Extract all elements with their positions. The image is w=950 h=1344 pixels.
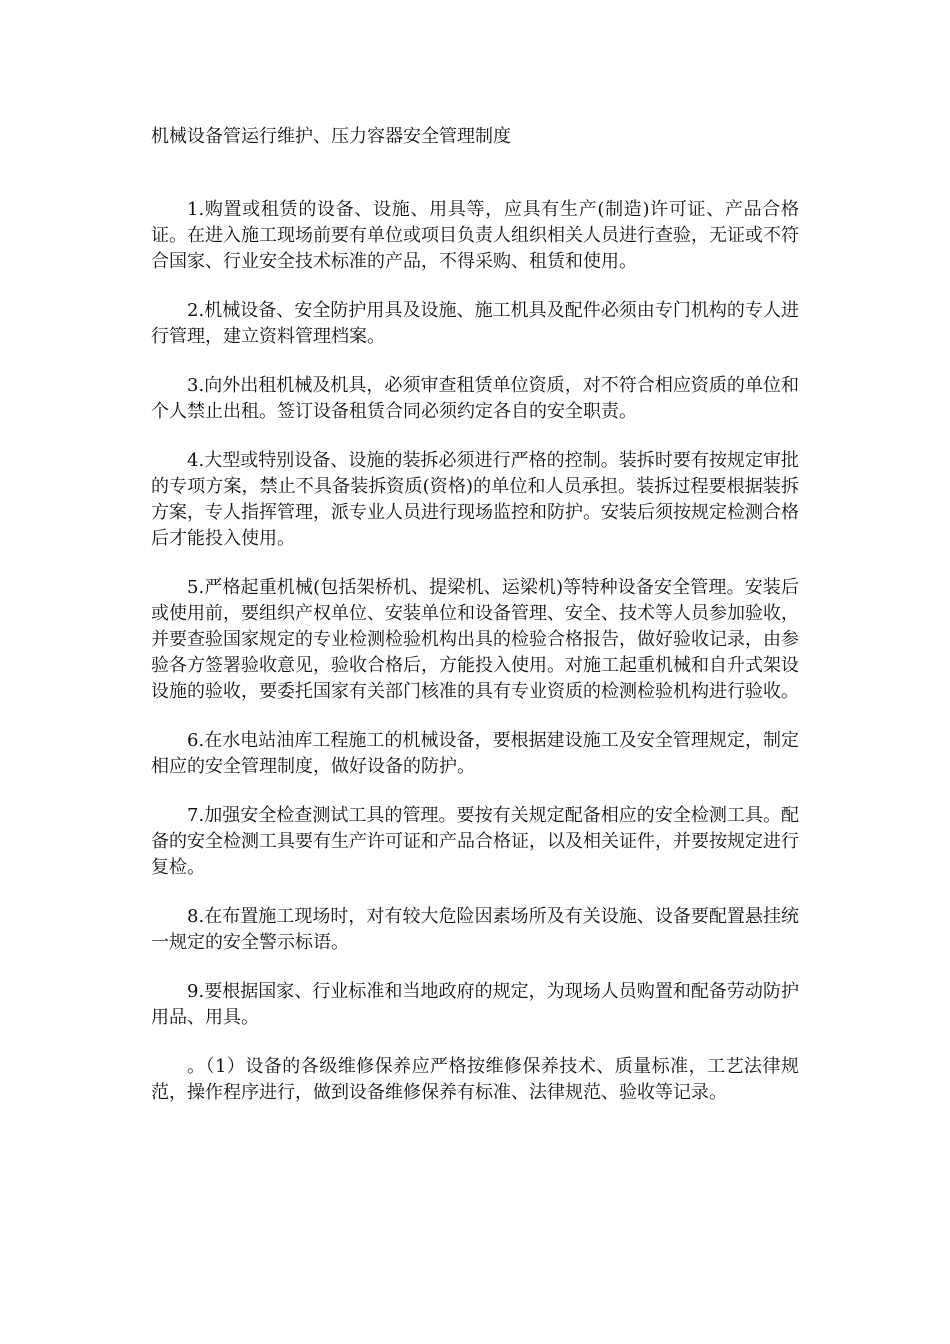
- paragraph-10: 。（1）设备的各级维修保养应严格按维修保养技术、质量标准，工艺法律规范，操作程序进行，做到设备维修保养有标准、法律规范、验收等记录。: [151, 1056, 799, 1103]
- paragraph-4: 4.大型或特别设备、设施的装拆必须进行严格的控制。装拆时要有按规定审批的专项方案，禁止不具备装拆资质(资格)的单位和人员承担。装拆过程要根据装拆方案，专人指挥管理，派专业人员进行现场监控和防护。安装后须按规定检测合格后才能投入使用。: [151, 450, 799, 549]
- document-body: [151, 197, 799, 1129]
- paragraph-1: 1.购置或租赁的设备、设施、用具等，应具有生产(制造)许可证、产品合格证。在进入施工现场前要有单位或项目负责人组织相关人员进行查验，无证或不符合国家、行业安全技术标准的产品，不得采购、租赁和使用。: [151, 199, 799, 272]
- paragraph-2: 2.机械设备、安全防护用具及设施、施工机具及配件必须由专门机构的专人进行管理，建立资料管理档案。: [151, 300, 799, 347]
- paragraph-7: 7.加强安全检查测试工具的管理。要按有关规定配备相应的安全检测工具。配备的安全检测工具要有生产许可证和产品合格证，以及相关证件，并要按规定进行复检。: [151, 805, 799, 878]
- paragraph-6: 6.在水电站油库工程施工的机械设备，要根据建设施工及安全管理规定，制定相应的安全管理制度，做好设备的防护。: [151, 730, 799, 777]
- paragraph-3: 3.向外出租机械及机具，必须审查租赁单位资质，对不符合相应资质的单位和个人禁止出租。签订设备租赁合同必须约定各自的安全职责。: [151, 375, 799, 422]
- paragraph-9: 9.要根据国家、行业标准和当地政府的规定，为现场人员购置和配备劳动防护用品、用具。: [151, 981, 799, 1028]
- paragraph-5: 5.严格起重机械(包括架桥机、提梁机、运梁机)等特种设备安全管理。安装后或使用前，要组织产权单位、安装单位和设备管理、安全、技术等人员参加验收，并要查验国家规定的专业检测检验机构出具的检验合格报告，做好验收记录，由参验各方签署验收意见，验收合格后，方能投入使用。对施工起重机械和自升式架设设施的验收，要委托国家有关部门核准的具有专业资质的检测检验机构进行验收。: [151, 577, 799, 702]
- paragraph-8: 8.在布置施工现场时，对有较大危险因素场所及有关设施、设备要配置悬挂统一规定的安全警示标语。: [151, 906, 799, 953]
- document-title: 机械设备管运行维护、压力容器安全管理制度: [151, 126, 511, 147]
